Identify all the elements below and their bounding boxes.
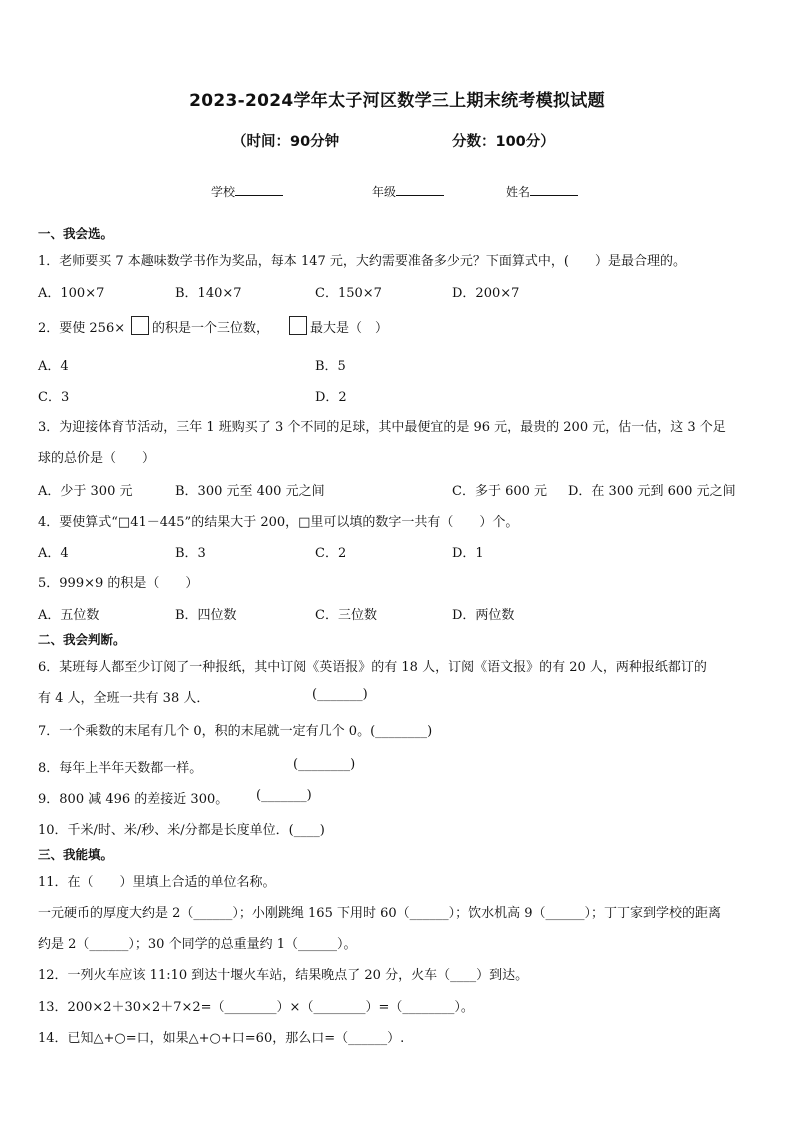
question-3-line-2: 球的总价是（ ） bbox=[38, 451, 156, 466]
question-6-line-1: 6．某班每人都至少订阅了一种报纸，其中订阅《英语报》的有 18 人，订阅《语文报》的有 20 人，两种报纸都订的 bbox=[38, 660, 707, 675]
question-8: 8．每年上半年天数都一样。 bbox=[38, 761, 203, 776]
section-heading-3: 三、我能填。 bbox=[38, 847, 114, 862]
question-12: 12．一列火车应该 11:10 到达十堰火车站，结果晚点了 20 分，火车（____）到达。 bbox=[38, 968, 529, 983]
question-7: 7．一个乘数的末尾有几个 0，积的末尾就一定有几个 0。(________) bbox=[38, 724, 433, 739]
section-heading-1: 一、我会选。 bbox=[38, 226, 114, 241]
grade-blank[interactable] bbox=[396, 183, 444, 196]
question-11-line-2: 约是 2（______）；30 个同学的总重量约 1（______）。 bbox=[38, 937, 357, 952]
question-1: 1．老师要买 7 本趣味数学书作为奖品，每本 147 元，大约需要准备多少元？下面算式中，( ）是最合理的。 bbox=[38, 254, 686, 269]
answer-box[interactable] bbox=[289, 316, 307, 335]
q4-option-a[interactable]: A．4 bbox=[38, 546, 69, 561]
q1-option-d[interactable]: D．200×7 bbox=[452, 286, 520, 301]
q1-option-c[interactable]: C．150×7 bbox=[315, 286, 382, 301]
q4-option-c[interactable]: C．2 bbox=[315, 546, 347, 561]
name-label: 姓名 bbox=[506, 185, 531, 199]
answer-box[interactable] bbox=[131, 316, 149, 335]
question-3-line-1: 3．为迎接体育节活动，三年 1 班购买了 3 个不同的足球，其中最便宜的是 96 元，最贵的 200 元，估一估，这 3 个足 bbox=[38, 420, 726, 435]
q4-option-b[interactable]: B．3 bbox=[175, 546, 206, 561]
q2-option-a[interactable]: A．4 bbox=[38, 359, 69, 374]
q5-option-b[interactable]: B．四位数 bbox=[175, 608, 237, 623]
question-9: 9．800 减 496 的差接近 300。 bbox=[38, 792, 229, 807]
q5-option-d[interactable]: D．两位数 bbox=[452, 608, 515, 623]
q3-option-a[interactable]: A．少于 300 元 bbox=[38, 484, 133, 499]
question-14: 14．已知△+○=口，如果△+○+口=60，那么口=（______）. bbox=[38, 1031, 405, 1046]
q3-option-d[interactable]: D．在 300 元到 600 元之间 bbox=[568, 484, 736, 499]
question-4: 4．要使算式“□41－445”的结果大于 200，□里可以填的数字一共有（ ）个。 bbox=[38, 515, 519, 530]
q1-option-a[interactable]: A．100×7 bbox=[38, 286, 105, 301]
question-11: 11．在（ ）里填上合适的单位名称。 bbox=[38, 875, 276, 890]
name-field[interactable] bbox=[506, 183, 578, 200]
exam-time: （时间：90分钟 bbox=[232, 134, 340, 150]
exam-score: 分数：100分） bbox=[452, 134, 555, 150]
q3-option-c[interactable]: C．多于 600 元 bbox=[452, 484, 548, 499]
question-13: 13．200×2＋30×2＋7×2=（________）×（________）=（________）。 bbox=[38, 1000, 474, 1015]
q2-option-c[interactable]: C．3 bbox=[38, 390, 70, 405]
q2-option-d[interactable]: D．2 bbox=[315, 390, 347, 405]
page-title: 2023-2024学年太子河区数学三上期末统考模拟试题 bbox=[189, 91, 605, 111]
grade-field[interactable] bbox=[372, 183, 444, 200]
question-11-line-1: 一元硬币的厚度大约是 2（______）；小刚跳绳 165 下用时 60（______）；饮水机高 9（______）；丁丁家到学校的距离 bbox=[38, 906, 722, 921]
name-blank[interactable] bbox=[530, 183, 578, 196]
school-field[interactable] bbox=[211, 183, 283, 200]
grade-label: 年级 bbox=[372, 185, 397, 199]
q4-option-d[interactable]: D．1 bbox=[452, 546, 484, 561]
q5-option-a[interactable]: A．五位数 bbox=[38, 608, 100, 623]
q8-answer-blank[interactable]: (________) bbox=[293, 757, 356, 772]
school-blank[interactable] bbox=[235, 183, 283, 196]
question-5: 5．999×9 的积是（ ） bbox=[38, 576, 199, 591]
question-6-line-2: 有 4 人，全班一共有 38 人． bbox=[38, 691, 210, 706]
question-2-part-3: 最大是（ ） bbox=[310, 321, 389, 336]
school-label: 学校 bbox=[211, 185, 236, 199]
section-heading-2: 二、我会判断。 bbox=[38, 632, 126, 647]
q3-option-b[interactable]: B．300 元至 400 元之间 bbox=[175, 484, 325, 499]
q5-option-c[interactable]: C．三位数 bbox=[315, 608, 377, 623]
q2-option-b[interactable]: B．5 bbox=[315, 359, 346, 374]
q1-option-b[interactable]: B．140×7 bbox=[175, 286, 242, 301]
question-2-part-1: 2．要使 256× bbox=[38, 321, 126, 336]
question-2-part-2: 的积是一个三位数， bbox=[152, 321, 270, 336]
question-10: 10．千米/时、米/秒、米/分都是长度单位．(____) bbox=[38, 823, 325, 838]
q6-answer-blank[interactable]: (_______) bbox=[312, 687, 368, 702]
q9-answer-blank[interactable]: (_______) bbox=[256, 788, 312, 803]
